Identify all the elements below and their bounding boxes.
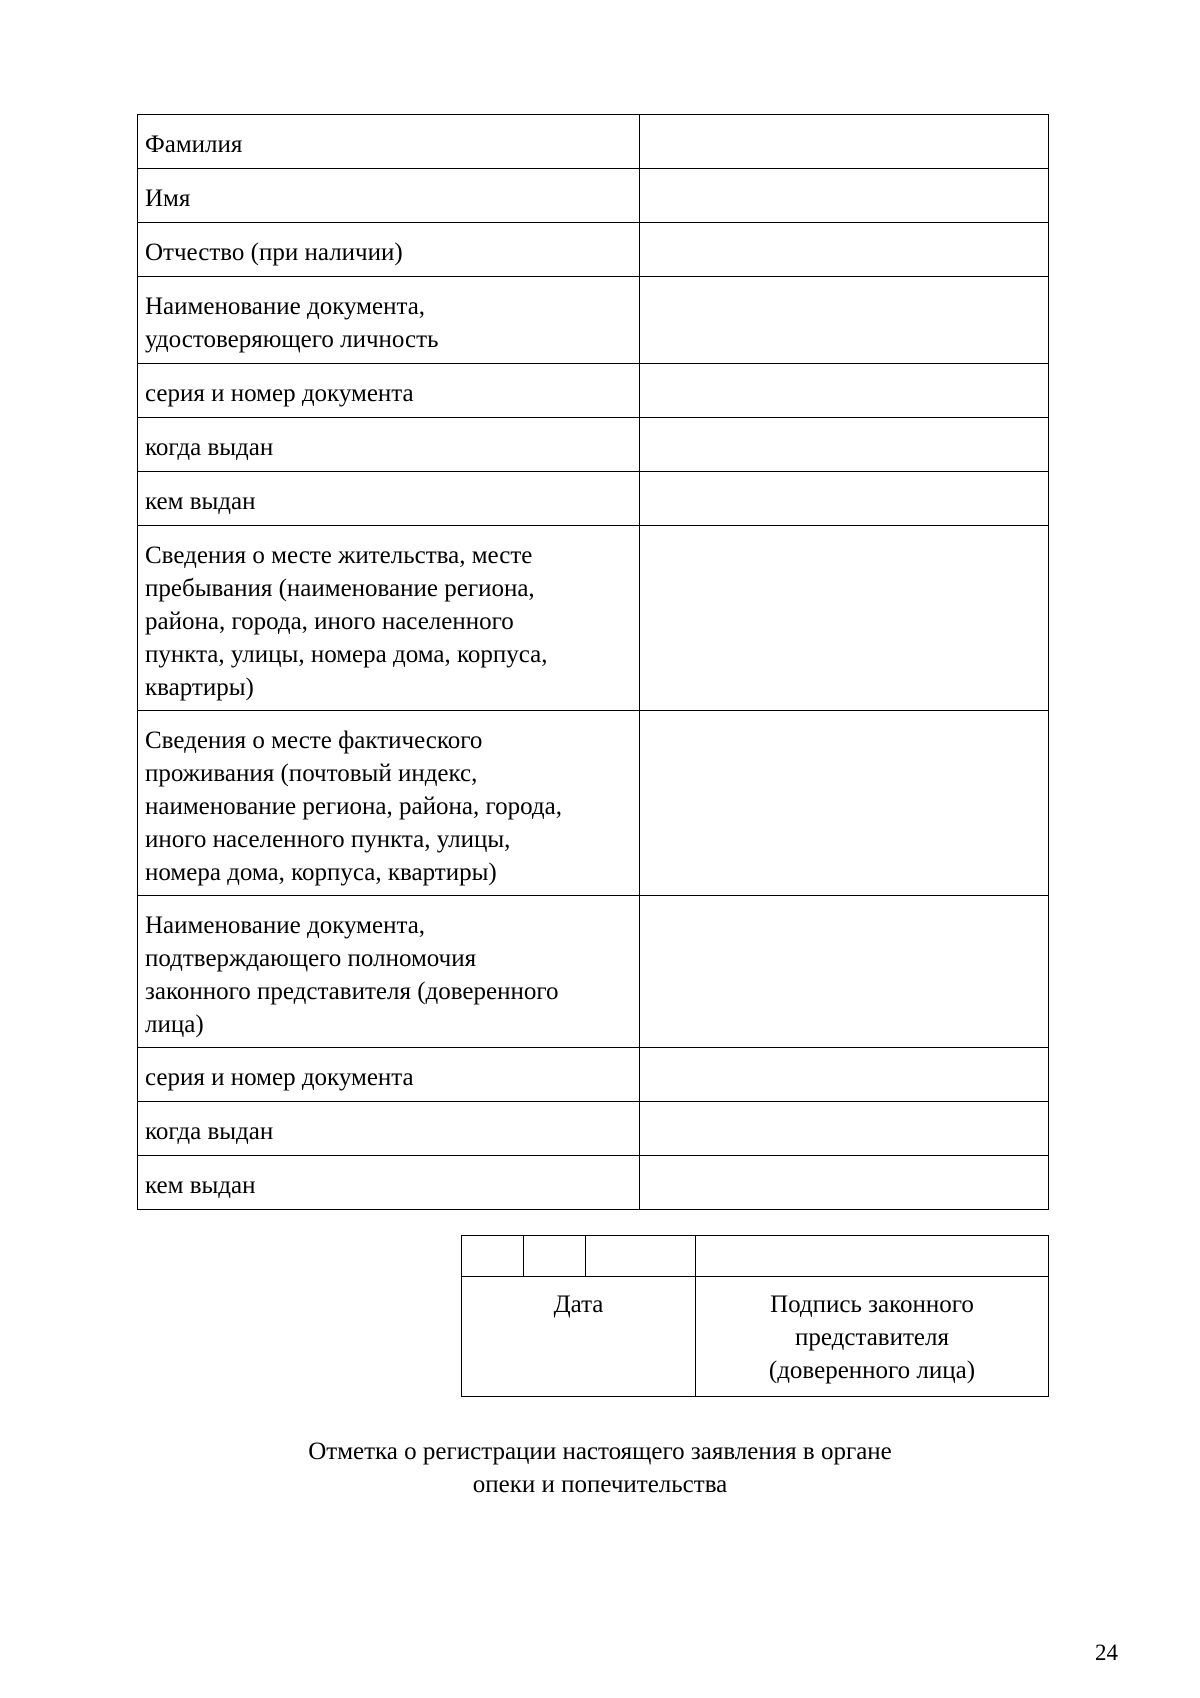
field-value-cell[interactable]	[640, 526, 1049, 711]
field-value-cell[interactable]	[640, 115, 1049, 169]
form-row	[138, 1102, 1049, 1156]
field-value-cell[interactable]	[640, 418, 1049, 472]
signature-box[interactable]	[696, 1236, 1049, 1277]
form-row	[138, 169, 1049, 223]
field-label: Имя	[138, 169, 640, 223]
field-value-cell[interactable]	[640, 1156, 1049, 1210]
form-row	[138, 1048, 1049, 1102]
form-row	[138, 896, 1049, 1048]
field-value-cell[interactable]	[640, 472, 1049, 526]
date-caption: Дата	[462, 1277, 696, 1397]
field-label: серия и номер документа	[138, 364, 640, 418]
form-row	[138, 1156, 1049, 1210]
field-label: Наименование документа, подтверждающего полномочия законного представителя (доверенного лица)	[138, 896, 640, 1048]
form-row	[138, 472, 1049, 526]
signature-table	[461, 1235, 1049, 1397]
form-row	[138, 277, 1049, 364]
page-number: 24	[1095, 1640, 1118, 1665]
field-label: Сведения о месте жительства, месте пребывания (наименование региона, района, города, иного населенного пункта, улицы, номера дома, корпуса, квартиры)	[138, 526, 640, 711]
signature-caption: Подпись законного представителя (доверенного лица)	[696, 1277, 1049, 1397]
field-value-cell[interactable]	[640, 223, 1049, 277]
form-row	[138, 364, 1049, 418]
field-label: Фамилия	[138, 115, 640, 169]
field-label: кем выдан	[138, 1156, 640, 1210]
field-value-cell[interactable]	[640, 1102, 1049, 1156]
field-label: когда выдан	[138, 418, 640, 472]
field-label: Отчество (при наличии)	[138, 223, 640, 277]
field-value-cell[interactable]	[640, 1048, 1049, 1102]
registration-note: Отметка о регистрации настоящего заявления в органе опеки и попечительства	[308, 1438, 892, 1498]
field-value-cell[interactable]	[640, 711, 1049, 896]
form-row	[138, 115, 1049, 169]
field-label: Сведения о месте фактического проживания (почтовый индекс, наименование региона, района, города, иного населенного пункта, улицы, номера дома, корпуса, квартиры)	[138, 711, 640, 896]
date-year-box[interactable]	[586, 1236, 696, 1277]
applicant-info-table	[137, 114, 1049, 1210]
form-row	[138, 418, 1049, 472]
field-label: когда выдан	[138, 1102, 640, 1156]
form-row	[138, 223, 1049, 277]
field-value-cell[interactable]	[640, 169, 1049, 223]
form-row	[138, 526, 1049, 711]
field-value-cell[interactable]	[640, 896, 1049, 1048]
date-day-box[interactable]	[462, 1236, 524, 1277]
field-value-cell[interactable]	[640, 364, 1049, 418]
field-label: Наименование документа, удостоверяющего личность	[138, 277, 640, 364]
field-label: кем выдан	[138, 472, 640, 526]
field-value-cell[interactable]	[640, 277, 1049, 364]
field-label: серия и номер документа	[138, 1048, 640, 1102]
form-row	[138, 711, 1049, 896]
date-month-box[interactable]	[524, 1236, 586, 1277]
